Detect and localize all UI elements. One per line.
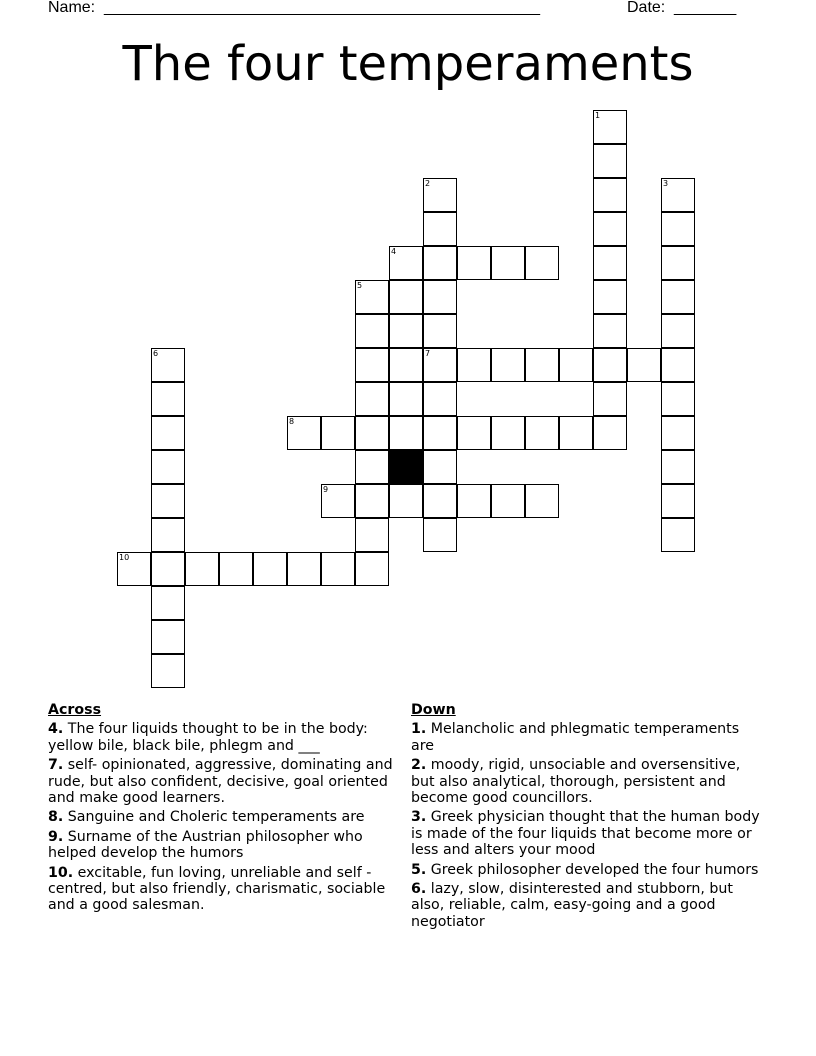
grid-cell[interactable] (287, 416, 321, 450)
grid-cell[interactable] (151, 416, 185, 450)
grid-cell[interactable] (627, 348, 661, 382)
clue-text: Surname of the Austrian philosopher who helped develop the humors (48, 828, 363, 862)
grid-cell[interactable] (151, 518, 185, 552)
grid-cell[interactable] (423, 212, 457, 246)
down-heading: Down (411, 702, 456, 718)
clue-number-label: 7 (425, 349, 431, 358)
grid-cell[interactable] (355, 382, 389, 416)
grid-cell[interactable] (423, 348, 457, 382)
black-square (389, 450, 423, 484)
grid-cell[interactable] (593, 144, 627, 178)
grid-cell[interactable] (423, 518, 457, 552)
grid-cell[interactable] (389, 484, 423, 518)
grid-cell[interactable] (423, 246, 457, 280)
clue-number-label: 2 (425, 179, 431, 188)
grid-cell[interactable] (321, 484, 355, 518)
page-title: The four temperaments (122, 36, 694, 92)
grid-cell[interactable] (525, 348, 559, 382)
grid-cell[interactable] (253, 552, 287, 586)
clue-number: 6. (411, 881, 427, 898)
grid-cell[interactable] (661, 314, 695, 348)
grid-cell[interactable] (661, 518, 695, 552)
clue-text: self- opinionated, aggressive, dominating and rude, but also confident, decisive, goal oriented and make good learners. (48, 757, 393, 807)
grid-cell[interactable] (525, 246, 559, 280)
grid-cell[interactable] (661, 484, 695, 518)
clue-number: 3. (411, 809, 427, 826)
grid-cell[interactable] (151, 382, 185, 416)
clue-across-10 (48, 865, 396, 914)
grid-cell[interactable] (457, 348, 491, 382)
grid-cell[interactable] (185, 552, 219, 586)
grid-cell[interactable] (661, 212, 695, 246)
grid-cell[interactable] (525, 484, 559, 518)
grid-cell[interactable] (593, 246, 627, 280)
grid-cell[interactable] (151, 620, 185, 654)
grid-cell[interactable] (661, 348, 695, 382)
grid-cell[interactable] (491, 416, 525, 450)
name-field[interactable]: _________________________________________________ (104, 0, 541, 16)
grid-cell[interactable] (355, 450, 389, 484)
grid-cell[interactable] (423, 450, 457, 484)
clue-across-4 (48, 721, 396, 754)
clue-number-label: 4 (391, 247, 397, 256)
date-label: Date: (627, 0, 666, 16)
clue-across-8 (48, 809, 396, 825)
grid-cell[interactable] (593, 178, 627, 212)
clue-text: Sanguine and Choleric temperaments are (67, 809, 365, 826)
clue-text: lazy, slow, disinterested and stubborn, but also, reliable, calm, easy-going and a good negotiator (411, 881, 733, 930)
grid-cell[interactable] (389, 348, 423, 382)
grid-cell[interactable] (661, 450, 695, 484)
clue-text: Greek physician thought that the human body is made of the four liquids that become more or less and alters your mood (411, 809, 760, 859)
clue-text: Greek philosopher developed the four humors (430, 861, 759, 878)
clue-number-label: 3 (663, 179, 669, 188)
grid-cell[interactable] (593, 212, 627, 246)
grid-cell[interactable] (151, 586, 185, 620)
clue-down-3 (411, 809, 761, 858)
clue-text: Melancholic and phlegmatic temperaments are (411, 721, 740, 754)
grid-cell[interactable] (355, 348, 389, 382)
clue-down-1 (411, 721, 761, 754)
grid-cell[interactable] (661, 178, 695, 212)
grid-cell[interactable] (287, 552, 321, 586)
date-field[interactable]: _______ (674, 0, 737, 16)
grid-cell[interactable] (661, 280, 695, 314)
grid-cell[interactable] (423, 280, 457, 314)
grid-cell[interactable] (423, 382, 457, 416)
grid-cell[interactable] (491, 246, 525, 280)
clue-number: 9. (48, 828, 64, 845)
clue-number-label: 10 (119, 553, 130, 562)
grid-cell[interactable] (457, 416, 491, 450)
grid-cell[interactable] (593, 348, 627, 382)
grid-cell[interactable] (117, 552, 151, 586)
grid-cell[interactable] (355, 518, 389, 552)
grid-cell[interactable] (661, 382, 695, 416)
grid-cell[interactable] (423, 416, 457, 450)
clue-number: 4. (48, 721, 64, 738)
grid-cell[interactable] (423, 314, 457, 348)
grid-cell[interactable] (389, 314, 423, 348)
grid-cell[interactable] (593, 382, 627, 416)
grid-cell[interactable] (151, 484, 185, 518)
grid-cell[interactable] (593, 314, 627, 348)
clue-down-6 (411, 881, 761, 930)
clue-number-label: 6 (153, 349, 159, 358)
grid-cell[interactable] (525, 416, 559, 450)
grid-cell[interactable] (389, 382, 423, 416)
grid-cell[interactable] (457, 484, 491, 518)
grid-cell[interactable] (389, 280, 423, 314)
grid-cell[interactable] (389, 246, 423, 280)
grid-cell[interactable] (151, 348, 185, 382)
grid-cell[interactable] (593, 280, 627, 314)
clue-text: excitable, fun loving, unreliable and self - centred, but also friendly, charismatic, sociable and a good salesman. (48, 864, 386, 914)
grid-cell[interactable] (355, 484, 389, 518)
name-label: Name: (48, 0, 96, 16)
clue-text: moody, rigid, unsociable and oversensitive, but also analytical, thorough, persistent and become good councillors. (411, 757, 741, 807)
clue-across-7 (48, 757, 396, 806)
grid-cell[interactable] (423, 484, 457, 518)
clue-number-label: 5 (357, 281, 363, 290)
clue-down-2 (411, 757, 761, 806)
clue-number: 7. (48, 757, 64, 774)
grid-cell[interactable] (593, 110, 627, 144)
grid-cell[interactable] (661, 416, 695, 450)
clue-number-label: 9 (323, 485, 329, 494)
clue-across-9 (48, 829, 396, 862)
grid-cell[interactable] (355, 280, 389, 314)
clue-number: 8. (48, 809, 64, 826)
grid-cell[interactable] (355, 314, 389, 348)
grid-cell[interactable] (151, 552, 185, 586)
grid-cell[interactable] (559, 416, 593, 450)
clue-text: The four liquids thought to be in the body: yellow bile, black bile, phlegm and ___ (48, 721, 368, 754)
grid-cell[interactable] (593, 416, 627, 450)
down-clues (411, 702, 761, 933)
grid-cell[interactable] (491, 348, 525, 382)
grid-cell[interactable] (321, 552, 355, 586)
clue-down-5 (411, 862, 761, 878)
clue-number: 5. (411, 861, 427, 878)
grid-cell[interactable] (151, 450, 185, 484)
grid-cell[interactable] (219, 552, 253, 586)
grid-cell[interactable] (423, 178, 457, 212)
grid-cell[interactable] (151, 654, 185, 688)
clue-number: 1. (411, 721, 427, 738)
across-clues (48, 702, 396, 917)
grid-cell[interactable] (321, 416, 355, 450)
clue-number-label: 8 (289, 417, 295, 426)
grid-cell[interactable] (389, 416, 423, 450)
grid-cell[interactable] (559, 348, 593, 382)
across-heading: Across (48, 702, 102, 718)
clue-number: 10. (48, 864, 74, 881)
clue-number-label: 1 (595, 111, 601, 120)
grid-cell[interactable] (457, 246, 491, 280)
grid-cell[interactable] (355, 416, 389, 450)
clue-number: 2. (411, 757, 427, 774)
grid-cell[interactable] (491, 484, 525, 518)
grid-cell[interactable] (355, 552, 389, 586)
grid-cell[interactable] (661, 246, 695, 280)
